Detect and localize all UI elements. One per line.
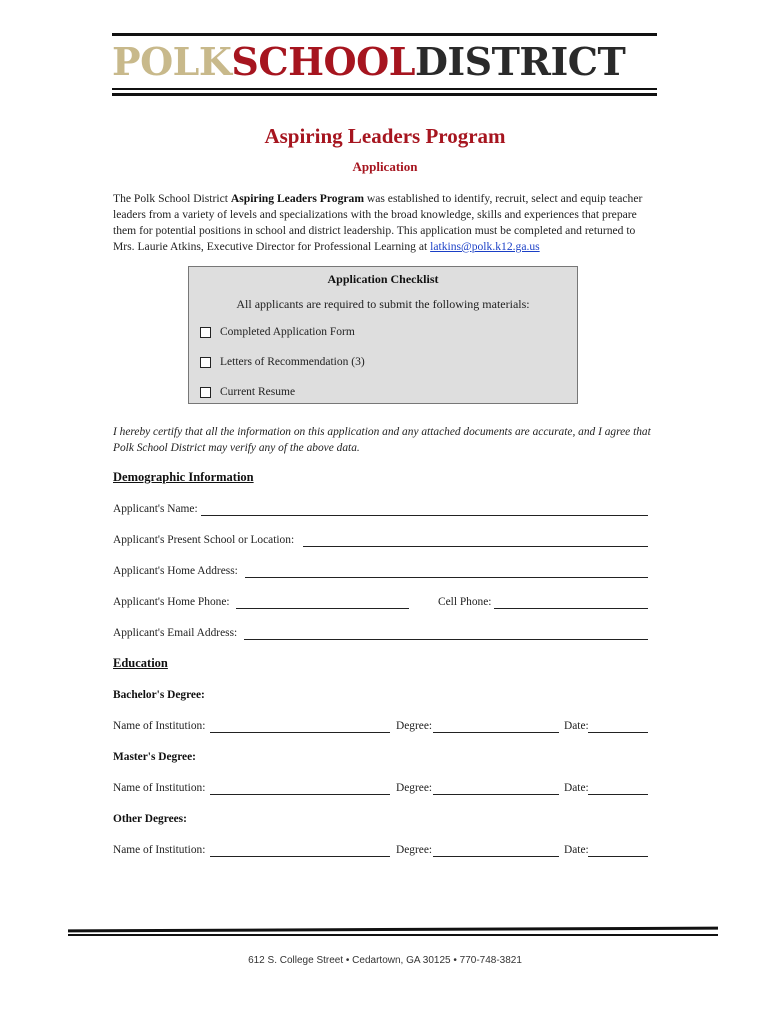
institution-label: Name of Institution: [113, 844, 206, 856]
home-phone-field[interactable] [236, 608, 409, 609]
footer-address: 612 S. College Street • Cedartown, GA 30125 • 770-748-3821 [248, 955, 522, 966]
intro-program-name: Aspiring Leaders Program [230, 192, 364, 205]
degree-label: Degree: [396, 782, 433, 794]
checklist-title: Application Checklist [327, 272, 439, 286]
checklist-subtitle: All applicants are required to submit the following materials: [236, 297, 530, 311]
application-checklist [188, 266, 578, 404]
logo-word-district: DISTRICT [414, 39, 626, 84]
other-degree-field[interactable] [433, 856, 559, 857]
home-address-label: Applicant's Home Address: [113, 565, 238, 577]
bachelor-degree-field[interactable] [433, 732, 559, 733]
other-date-field[interactable] [588, 856, 648, 857]
institution-label: Name of Institution: [113, 782, 206, 794]
page-subtitle: Application [352, 159, 418, 174]
footer-rule [68, 927, 718, 933]
home-address-field[interactable] [245, 577, 648, 578]
checklist-item[interactable] [200, 386, 295, 398]
master-degree-label: Master's Degree: [113, 751, 196, 763]
bachelor-degree-label: Bachelor's Degree: [113, 689, 205, 701]
email-address-label: Applicant's Email Address: [113, 627, 238, 639]
email-address-field[interactable] [244, 639, 648, 640]
checklist-item[interactable] [200, 326, 355, 338]
checkbox[interactable] [200, 357, 211, 368]
checklist-item[interactable] [200, 356, 365, 368]
checkbox[interactable] [200, 327, 211, 338]
cell-phone-field[interactable] [494, 608, 648, 609]
checklist-item-label: Current Resume [220, 386, 296, 398]
present-school-field[interactable] [303, 546, 648, 547]
logo-word-polk: POLK [112, 39, 232, 84]
date-label: Date: [564, 782, 589, 794]
bachelor-institution-field[interactable] [210, 732, 390, 733]
demographic-heading: Demographic Information [113, 470, 254, 484]
district-logo [112, 40, 625, 84]
checklist-item-label: Completed Application Form [220, 326, 355, 338]
date-label: Date: [564, 720, 589, 732]
present-school-label: Applicant's Present School or Location: [113, 534, 295, 546]
home-phone-label: Applicant's Home Phone: [113, 596, 230, 608]
degree-label: Degree: [396, 720, 433, 732]
master-date-field[interactable] [588, 794, 648, 795]
applicant-name-label: Applicant's Name: [113, 503, 198, 515]
page-title: Aspiring Leaders Program [264, 124, 506, 148]
logo-bottom-rule [112, 88, 657, 90]
intro-text-1: The Polk School District [113, 192, 231, 205]
bachelor-date-field[interactable] [588, 732, 648, 733]
logo-word-school: SCHOOL [231, 39, 415, 84]
intro-paragraph [113, 191, 653, 255]
other-degrees-label: Other Degrees: [113, 813, 187, 825]
degree-label: Degree: [396, 844, 433, 856]
checklist-item-label: Letters of Recommendation (3) [220, 356, 365, 368]
master-degree-field[interactable] [433, 794, 559, 795]
logo-bottom-rule-thick [112, 93, 657, 96]
master-institution-field[interactable] [210, 794, 390, 795]
certification-statement: I hereby certify that all the information on this application and any attached documents are accurate, and I agree that Polk School District may verify any of the above data. [113, 426, 651, 454]
intro-text-2: was established to identify, recruit, select and equip teacher leaders from a variety of levels and specializations with the broad knowledge, skills and experiences that prepare them for potential positions in school and district leadership. This application must be completed and returned to Mrs. Laurie Atkins, Executive Director for Professional Learning at [113, 192, 643, 253]
education-heading: Education [113, 656, 168, 670]
cell-phone-label: Cell Phone: [438, 596, 492, 608]
footer-rule-thin [68, 934, 718, 936]
other-institution-field[interactable] [210, 856, 390, 857]
date-label: Date: [564, 844, 589, 856]
logo-top-rule [112, 33, 657, 36]
applicant-name-field[interactable] [201, 515, 648, 516]
checkbox[interactable] [200, 387, 211, 398]
contact-email-link[interactable]: latkins@polk.k12.ga.us [430, 240, 540, 253]
institution-label: Name of Institution: [113, 720, 206, 732]
